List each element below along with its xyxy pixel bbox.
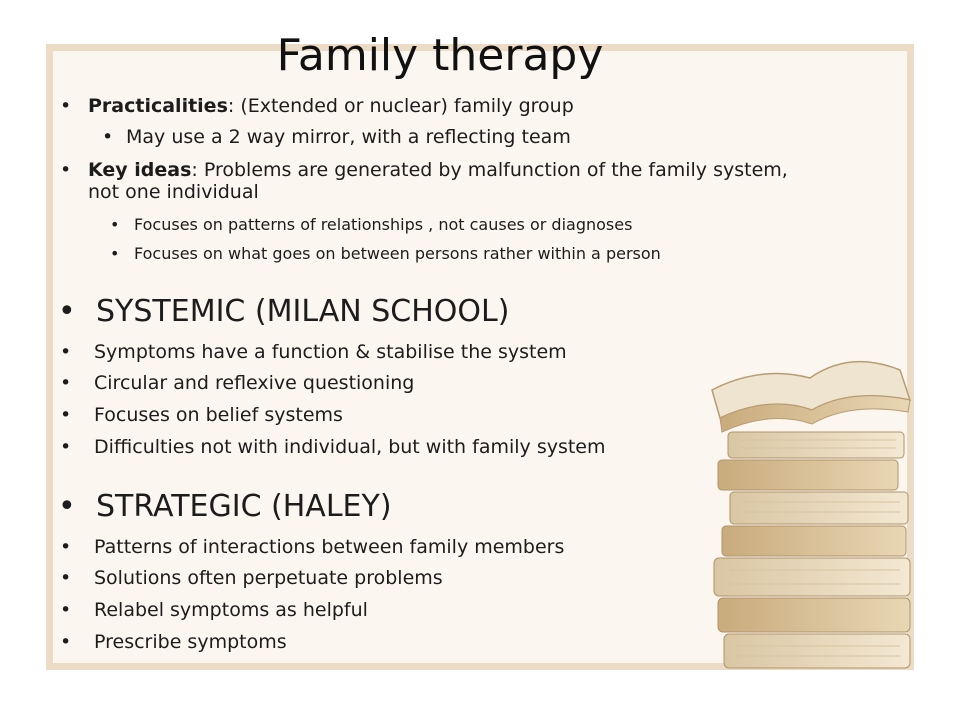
systemic-item: Difficulties not with individual, but with family system [94, 436, 606, 458]
bullet: • [60, 95, 72, 117]
bullet: • [60, 567, 72, 589]
bullet: • [60, 404, 72, 426]
systemic-item: Focuses on belief systems [94, 404, 343, 426]
practicalities-label: Practicalities [88, 95, 228, 117]
practicalities-text: : (Extended or nuclear) family group [227, 95, 574, 117]
strategic-heading: STRATEGIC (HALEY) [96, 489, 392, 524]
bullet: • [60, 536, 72, 558]
bullet: • [60, 372, 72, 394]
practicalities-item [88, 95, 574, 118]
bullet: • [60, 436, 72, 458]
key-ideas-text: : Problems are generated by malfunction of the family system, [191, 159, 788, 181]
bullet: • [110, 244, 120, 263]
key-ideas-sub-2: Focuses on what goes on between persons rather within a person [134, 244, 661, 263]
bullet: • [60, 341, 72, 363]
key-ideas-item [88, 159, 788, 182]
systemic-item: Circular and reflexive questioning [94, 372, 415, 394]
strategic-item: Patterns of interactions between family members [94, 536, 565, 558]
bullet: • [60, 159, 72, 181]
systemic-item: Symptoms have a function & stabilise the system [94, 341, 567, 363]
key-ideas-sub-1: Focuses on patterns of relationships , not causes or diagnoses [134, 215, 633, 234]
bullet: • [110, 215, 120, 234]
strategic-item: Relabel symptoms as helpful [94, 599, 368, 621]
strategic-item: Prescribe symptoms [94, 631, 287, 653]
key-ideas-text-line2: not one individual [88, 181, 259, 203]
strategic-item: Solutions often perpetuate problems [94, 567, 443, 589]
bullet: • [60, 599, 72, 621]
bullet: • [58, 489, 76, 524]
bullet: • [58, 294, 76, 329]
key-ideas-label: Key ideas [88, 159, 192, 181]
practicalities-sub: May use a 2 way mirror, with a reflecting team [126, 126, 571, 148]
bullet: • [60, 631, 72, 653]
slide-title: Family therapy [276, 30, 604, 81]
systemic-heading: SYSTEMIC (MILAN SCHOOL) [96, 294, 510, 329]
book-stack-image [700, 340, 914, 670]
bullet: • [102, 126, 114, 148]
